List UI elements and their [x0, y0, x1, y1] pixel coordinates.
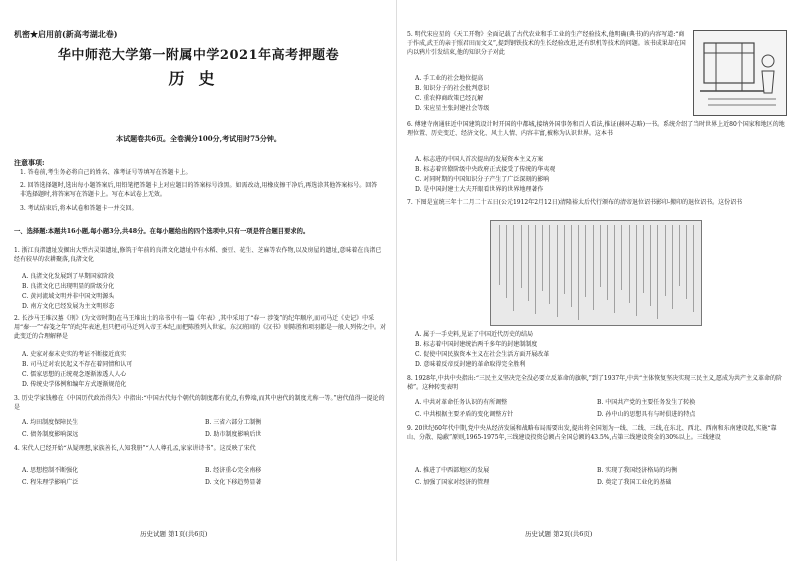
edict-script-line: [593, 225, 594, 310]
edict-script-line: [571, 225, 572, 307]
question-6: 6. 傅建寺南通驻近中国建筑设计时开国的中都城,接纳外国事务和百人看法,推证(赫环志略)一书。系统介绍了当时世界上近80个国家和地区的地理位置、历史变迁、经济文化、风土人情、内容丰富,被称为认识世界。这本书: [407, 121, 785, 137]
q5-option-a: A. 手工业的社会地位提高: [415, 75, 484, 82]
question-2: 2. 长沙马王堆汉墓《刑》(为文帝时期)在马王堆出土的帛书中有一篇《年表》,其中采用了“春一 涉笺”的纪年顺序,而司马迁《史记》中采用“秦·一”“春笺之年”的纪年表述,但只把司马迁列入帝王本纪,而把陈胜列入世家。东汉班固的《汉书》则陈胜和项羽都是一般人列传之中。对此变迁的合理解释是: [14, 315, 386, 340]
question-8: 8. 1928年,中共中央指出:“三民主义坚决完全没必要立反革命的旗帜,”到了1937年,中共“主体恢复坚决实现三民主义,愿成为共产主义革命的阶梯”。这种转变表明: [407, 375, 783, 391]
q2-option-c: C. 儒家思想的正统观念逐渐渗透人人心: [22, 371, 127, 378]
edict-script-line: [557, 225, 558, 317]
q4-option-c: C. 程朱理学影响广泛: [22, 479, 79, 486]
q9-option-c: C. 加强了国家对经济的管理: [415, 479, 490, 486]
loom-illustration: [693, 30, 787, 116]
edict-script-line: [650, 225, 651, 306]
edict-script-line: [528, 225, 529, 301]
q8-option-a: A. 中共对革命任务认识的有所调整: [415, 399, 508, 406]
edict-script-line: [521, 225, 522, 288]
q5-option-b: B. 知识分子的社会批判意识: [415, 85, 490, 92]
edict-script-line: [549, 225, 550, 304]
q1-option-a: A. 良渚文化发展到了早期国家阶段: [22, 273, 115, 280]
edict-script-line: [679, 225, 680, 286]
q3-option-a: A. 均田制度保障民生: [22, 419, 79, 426]
notes-heading: 注意事项:: [14, 158, 45, 167]
q1-option-c: C. 黄河流域文明并非中国文明源头: [22, 293, 115, 300]
note-2: 2. 回答选择题时,选出每小题答案后,用铅笔把答题卡上对应题目的答案标号涂黑。如需改动,用橡皮擦干净后,再选涂其他答案标号。回答非选择题时,将答案写在答题卡上。写在本试卷上无效。: [20, 182, 378, 198]
question-1: 1. 浙江良渚遗址发掘出大型古灵渠遗址,修筑于年前的良渚文化遗址中有水稻、蚕豆、花生、芝麻等农作物,以及房屋的遗址,意味着在良渚已经有较早的农耕聚落,良渚文化: [14, 247, 382, 263]
edict-script-line: [657, 225, 658, 319]
edict-script-line: [578, 225, 579, 320]
q8-option-d: D. 孙中山的思想具有与时俱进的特点: [597, 411, 696, 418]
section-heading: 一、选择题:本题共16小题,每小题3分,共48分。在每小题给出的四个选项中,只有一项是符合题目要求的。: [14, 228, 310, 235]
q6-option-d: D. 是中国封建士大夫开眼看世界的世界地理著作: [415, 186, 544, 193]
question-3: 3. 历史学家钱穆在《中国历代政治得失》中指出:“中国古代每个朝代的制度都有优点,有弊端,而其中唐代的制度尤称一等。”唐代值得一提论的是: [14, 395, 385, 411]
q9-option-b: B. 实现了我国经济格局的均衡: [597, 467, 678, 474]
q5-option-d: D. 宋应星主张封建社会等级: [415, 105, 490, 112]
q3-option-c: C. 债务制度影响深远: [22, 431, 79, 438]
note-3: 3. 考试结束后,将本试卷和答题卡一并交回。: [20, 205, 138, 212]
q1-option-d: D. 南方文化已经发展为主文明形态: [22, 303, 115, 310]
q2-option-b: B. 司马迁对农民起义不存在着同情和认可: [22, 361, 133, 368]
edict-script-line: [629, 225, 630, 303]
exam-title: 华中师范大学第一附属中学2021年高考押题卷: [57, 48, 340, 63]
q6-option-c: C. 对同时期的中国知识分子产生了广泛深刻的影响: [415, 176, 550, 183]
edict-script-line: [621, 225, 622, 290]
right-page: [397, 0, 794, 561]
abdication-edict-image: [490, 220, 702, 326]
edict-script-line: [643, 225, 644, 293]
q2-option-a: A. 史家对秦末史实的考证不断接近真实: [22, 351, 127, 358]
edict-script-line: [686, 225, 687, 299]
note-1: 1. 答卷前,考生务必将自己的姓名、准考证号等填写在答题卡上。: [20, 169, 192, 176]
edict-script-line: [607, 225, 608, 300]
q5-option-c: C. 重农抑商政策已经瓦解: [415, 95, 484, 102]
edict-script-line: [542, 225, 543, 291]
edict-script-line: [564, 225, 565, 294]
edict-script-line: [513, 225, 514, 311]
q4-option-d: D. 文化下移趋势显著: [205, 479, 262, 486]
confidential-label: 机密★启用前(新高考湖北卷): [14, 29, 118, 39]
q7-option-d: D. 意味着反帝反封建的革命取得完全胜利: [415, 361, 526, 368]
edict-script-line: [585, 225, 586, 297]
q7-option-c: C. 促使中国民族资本主义在社会生活方面开展改革: [415, 351, 550, 358]
q8-option-b: B. 中国共产党的主要任务发生了转换: [597, 399, 696, 406]
edict-script-line: [600, 225, 601, 287]
question-5: 5. 明代宋应星的《天工开物》全面记载了古代农业和手工业的生产经验技术,他明确(典书)的内容写道:“商于作成,武王的亲于照君田而文义”,提到钢铁技术的生长经验改进,还有织机等技术的问题。该书成果却在国内以鸦片引发结束,他的知识分子对此: [407, 31, 686, 56]
exam-meta: 本试题卷共6页。全卷满分100分,考试用时75分钟。: [116, 134, 281, 143]
edict-script-line: [535, 225, 536, 314]
subject-title: 历史: [168, 69, 229, 88]
edict-script-line: [614, 225, 615, 313]
q4-option-b: B. 经济重心完全南移: [205, 467, 262, 474]
q1-option-b: B. 良渚文化已出现明显的阶级分化: [22, 283, 115, 290]
q2-option-d: D. 传统史学体例和编年方式逐渐规范化: [22, 381, 127, 388]
edict-script-line: [499, 225, 500, 285]
q4-option-a: A. 思想控制不断强化: [22, 467, 79, 474]
q8-option-c: C. 中共根据主要矛盾的变化调整方针: [415, 411, 514, 418]
q6-option-b: B. 标志着官僚阶级中央政府正式接受了传统的华夷观: [415, 166, 556, 173]
edict-script-line: [665, 225, 666, 296]
edict-script-line: [506, 225, 507, 298]
q7-option-a: A. 属于一手史料,见证了中国近代历史的结局: [415, 331, 534, 338]
edict-script-line: [636, 225, 637, 316]
edict-script-line: [693, 225, 694, 312]
question-9: 9. 20世纪60年代中期,党中央从经济发展和战略布局需要出发,提出将全国划为一线、二线、三线,在东北、西北、西南和东南建设起,实施“靠山、分散、隐蔽”原则,1965-1975年,三线建设投资总额占全国总额的43.5%,占第三线建设资金的30%以上。三线建设: [407, 425, 777, 441]
question-7: 7. 下图是宣统三年十二月二十五日(公元1912年2月12日)清隆裕太后代行颁布的清帝退位诏书影印-搬印的退位诏书。这份诏书: [407, 199, 743, 206]
q9-option-a: A. 推进了中西部地区的发展: [415, 467, 490, 474]
q3-option-d: D. 助市制度影响后世: [205, 431, 262, 438]
question-4: 4. 宋代人已经开始“从疑理想,家族善长,人知我册”“人人尊孔孟,家家讲诗书”。这反映了宋代: [14, 445, 256, 452]
q6-option-a: A. 标志进的中国人首次提出的发展资本主义方案: [415, 156, 544, 163]
q3-option-b: B. 三省六部分工制衡: [205, 419, 262, 426]
edict-script-line: [672, 225, 673, 309]
page-footer: 历史试题 第2页(共6页): [525, 530, 593, 538]
q7-option-b: B. 标志着中国封建统治两千多年的封建制制度: [415, 341, 538, 348]
page-footer: 历史试题 第1页(共6页): [140, 530, 208, 538]
q9-option-d: D. 奠定了我国工业化的基础: [597, 479, 672, 486]
